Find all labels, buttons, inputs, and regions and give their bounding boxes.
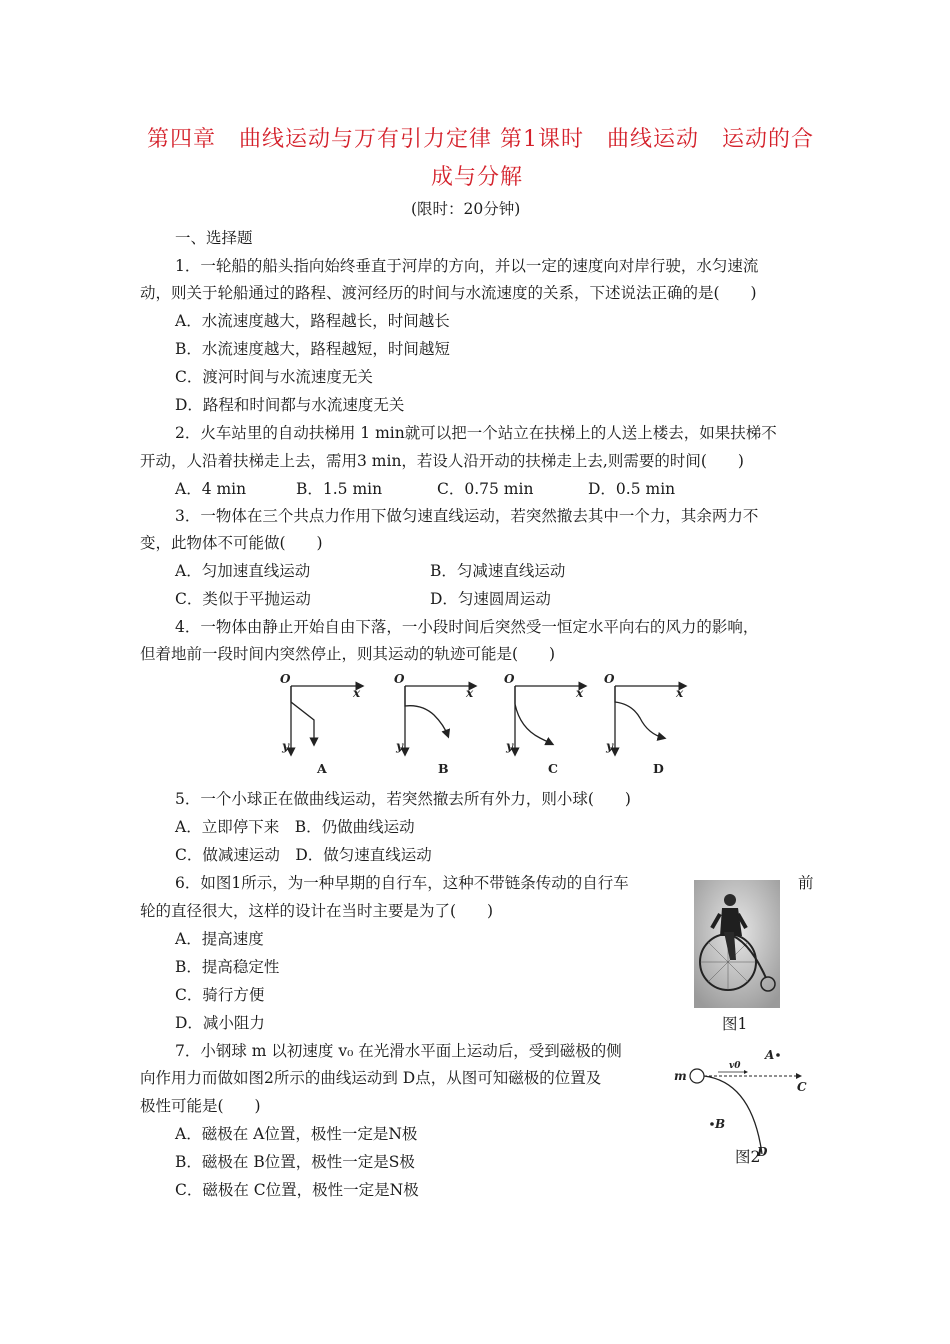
q1-stem-line1: 1．一轮船的船头指向始终垂直于河岸的方向，并以一定的速度向对岸行驶，水匀速流 (175, 257, 759, 275)
q3-option-b: B．匀减速直线运动 (430, 562, 566, 580)
q7-option-b: B．磁极在 B位置，极性一定是S极 (175, 1153, 415, 1171)
graph-b-x-label: x (466, 686, 474, 700)
point-a-label: A (765, 1048, 775, 1062)
q7-stem-line3: 极性可能是( ) (140, 1097, 261, 1115)
q1-option-a: A．水流速度越大，路程越长，时间越长 (175, 312, 450, 330)
q6-option-b: B．提高稳定性 (175, 958, 280, 976)
point-d-label: D (757, 1145, 768, 1159)
q1-stem-line2: 动，则关于轮船通过的路程、渡河经历的时间与水流速度的关系，下述说法正确的是( ) (140, 284, 757, 302)
graph-b-origin-label: O (394, 672, 405, 686)
q2-option-a: A．4 min (175, 480, 247, 498)
graph-d-x-label: x (676, 686, 684, 700)
page-title-line1: 第四章 曲线运动与万有引力定律 第1课时 曲线运动 运动的合 (147, 127, 814, 152)
figure-1-caption: 图1 (722, 1015, 748, 1033)
q3-option-c: C．类似于平抛运动 (175, 590, 311, 608)
graph-a-y-label: y (282, 739, 289, 753)
v0-label: v0 (729, 1061, 741, 1071)
q1-option-b: B．水流速度越大，路程越短，时间越短 (175, 340, 450, 358)
graph-a (291, 686, 362, 754)
q7-option-a: A．磁极在 A位置，极性一定是N极 (175, 1125, 418, 1143)
q1-option-c: C．渡河时间与水流速度无关 (175, 368, 373, 386)
q1-option-d: D．路程和时间都与水流速度无关 (175, 396, 405, 414)
q3-stem-line2: 变，此物体不可能做( ) (140, 534, 323, 552)
q2-option-c: C．0.75 min (437, 480, 534, 498)
q5-stem: 5．一个小球正在做曲线运动，若突然撤去所有外力，则小球( ) (175, 790, 631, 808)
page-title-line2: 成与分解 (431, 165, 524, 190)
graph-b (405, 686, 475, 754)
q3-option-d: D．匀速圆周运动 (430, 590, 551, 608)
graph-d-caption: D (653, 761, 664, 776)
graph-d-y-label: y (606, 739, 613, 753)
q7-stem-line2: 向作用力而做如图2所示的曲线运动到 D点，从图可知磁极的位置及 (140, 1069, 602, 1087)
q4-stem-line1: 4．一物体由静止开始自由下落，一小段时间后突然受一恒定水平向右的风力的影响， (175, 618, 759, 636)
q2-stem-line1: 2．火车站里的自动扶梯用 1 min就可以把一个站立在扶梯上的人送上楼去，如果扶梯不 (175, 424, 777, 442)
graph-b-y-label: y (396, 739, 403, 753)
point-b-label: B (715, 1117, 726, 1131)
q2-stem-line2: 开动，人沿着扶梯走上去，需用3 min，若设人沿开动的扶梯走上去,则需要的时间( ) (140, 452, 744, 470)
q5-options-line1: A．立即停下来 B．仍做曲线运动 (175, 818, 415, 836)
q5-options-line2: C．做减速运动 D．做匀速直线运动 (175, 846, 432, 864)
time-limit: (限时：20分钟) (411, 200, 521, 218)
q7-stem-line1: 7．小钢球 m 以初速度 v₀ 在光滑水平面上运动后，受到磁极的侧 (175, 1042, 622, 1060)
q6-stem-line1-tail: 前 (798, 874, 814, 892)
graph-d (615, 686, 685, 754)
q4-stem-line2: 但着地前一段时间内突然停止，则其运动的轨迹可能是( ) (140, 645, 556, 663)
q7-option-c: C．磁极在 C位置，极性一定是N极 (175, 1181, 419, 1199)
graph-a-origin-label: O (280, 672, 291, 686)
q6-option-a: A．提高速度 (175, 930, 264, 948)
q6-option-c: C．骑行方便 (175, 986, 265, 1004)
section-label: 一、选择题 (175, 229, 253, 247)
penny-farthing-photo (694, 880, 780, 1008)
q2-option-d: D．0.5 min (588, 480, 676, 498)
graph-c-y-label: y (506, 739, 513, 753)
graph-c-x-label: x (576, 686, 584, 700)
graph-b-caption: B (438, 761, 449, 776)
graph-d-origin-label: O (604, 672, 615, 686)
graph-c-origin-label: O (504, 672, 515, 686)
graph-c (515, 686, 585, 754)
point-c-label: C (797, 1080, 807, 1094)
q6-option-d: D．减小阻力 (175, 1014, 265, 1032)
figure-2-caption: 图2 (735, 1148, 761, 1166)
graph-a-x-label: x (353, 686, 361, 700)
q6-stem-line2: 轮的直径很大，这样的设计在当时主要是为了( ) (140, 902, 494, 920)
q4-trajectory-figure (270, 670, 700, 782)
q6-stem-line1: 6．如图1所示，为一种早期的自行车，这种不带链条传动的自行车 (175, 874, 629, 892)
graph-c-caption: C (548, 761, 558, 776)
q3-stem-line1: 3．一物体在三个共点力作用下做匀速直线运动，若突然撤去其中一个力，其余两力不 (175, 507, 759, 525)
graph-a-caption: A (317, 761, 327, 776)
q2-option-b: B．1.5 min (296, 480, 383, 498)
q3-option-a: A．匀加速直线运动 (175, 562, 311, 580)
ball-m-label: m (674, 1069, 687, 1083)
